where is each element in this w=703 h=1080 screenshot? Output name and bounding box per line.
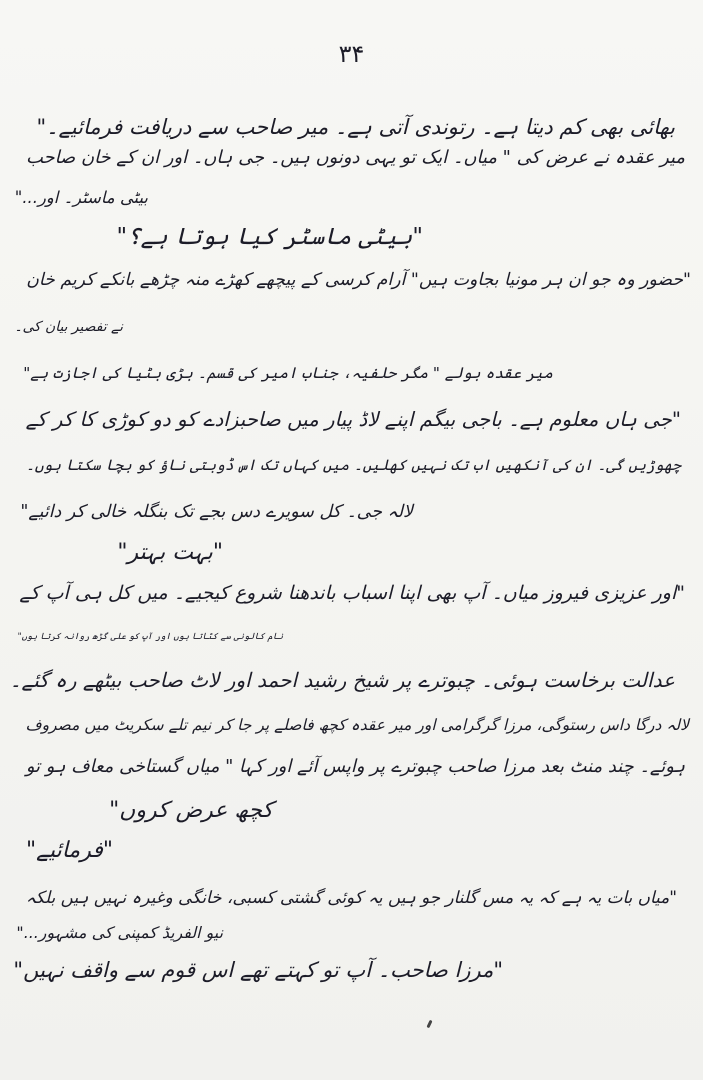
text-line: عدالت برخاست ہوئی۔ چبوترے پر شیخ رشید احمد اور لاٹ صاحب بیٹھے رہ گئے۔ [9,668,675,692]
text-line: بھائی بھی کم دیتا ہے۔ رتوندی آتی ہے۔ میر صاحب سے دریافت فرمائیے۔" [36,115,675,139]
text-line: "بیٹی ماسٹر کیا ہوتا ہے؟" [116,224,423,250]
text-line: میر عقدہ نے عرض کی " میاں۔ ایک تو یہی دونوں ہیں۔ جی ہاں۔ اور ان کے خان صاحب [25,147,685,168]
text-line: ہوئے۔ چند منٹ بعد مرزا صاحب چبوترے پر واپس آئے اور کہا " میاں گستاخی معاف ہو تو [25,756,685,777]
text-line: میر عقدہ بولے " مگر حلفیہ، جناب امیر کی قسم۔ بڑی بٹیا کی اجازت ہے" [23,364,553,382]
text-line: "بہت بہتر" [117,540,223,565]
text-line: لالہ جی۔ کل سویرے دس بجے تک بنگلہ خالی کر دائیے" [20,502,413,522]
text-line: کچھ عرض کروں" [109,798,273,823]
text-line: "حضور وہ جو ان ہر مونیا بجاوت ہیں" آرام کرسی کے پیچھے کھڑے منہ چڑھے بانکے کریم خان [26,270,691,290]
ink-mark [426,1020,432,1029]
text-line: نیو الفریڈ کمپنی کی مشہور..." [16,923,223,942]
text-line: نے تفصیر بیان کی۔ [14,319,123,335]
text-line: "میاں بات یہ ہے کہ یہ مس گلنار جو ہیں یہ کوئی گشتی کسبی، خانگی وغیرہ نہیں ہیں بلکہ [25,887,677,907]
text-line: لالہ درگا داس رستوگی، مرزا گرگرامی اور میر عقدہ کچھ فاصلے پر جا کر نیم تلے سکریٹ میں مصروف [25,716,689,734]
text-line: "فرمائیے" [25,838,113,863]
text-line: نام کالونی سے کٹاتا ہوں اور آپ کو علی گڑھ روانہ کرتا ہوں" [17,632,283,642]
text-line: "مرزا صاحب۔ آپ تو کہتے تھے اس قوم سے واقف نہیں" [13,958,503,982]
page-number: ۳۴ [338,40,365,68]
text-line: چھوڑیں گی۔ ان کی آنکھیں اب تک نہیں کھلیں۔ میں کہاں تک اس ڈوبتی ناؤ کو بچا سکتا ہوں۔ [25,456,681,474]
text-line: "اور عزیزی فیروز میاں۔ آپ بھی اپنا اسباب باندھنا شروع کیجیے۔ میں کل ہی آپ کے [19,582,685,604]
text-line: بیٹی ماسٹر۔ اور..." [14,188,148,207]
text-line: "جی ہاں معلوم ہے۔ باجی بیگم اپنے لاڈ پیار میں صاحبزادے کو دو کوڑی کا کر کے [25,408,681,431]
